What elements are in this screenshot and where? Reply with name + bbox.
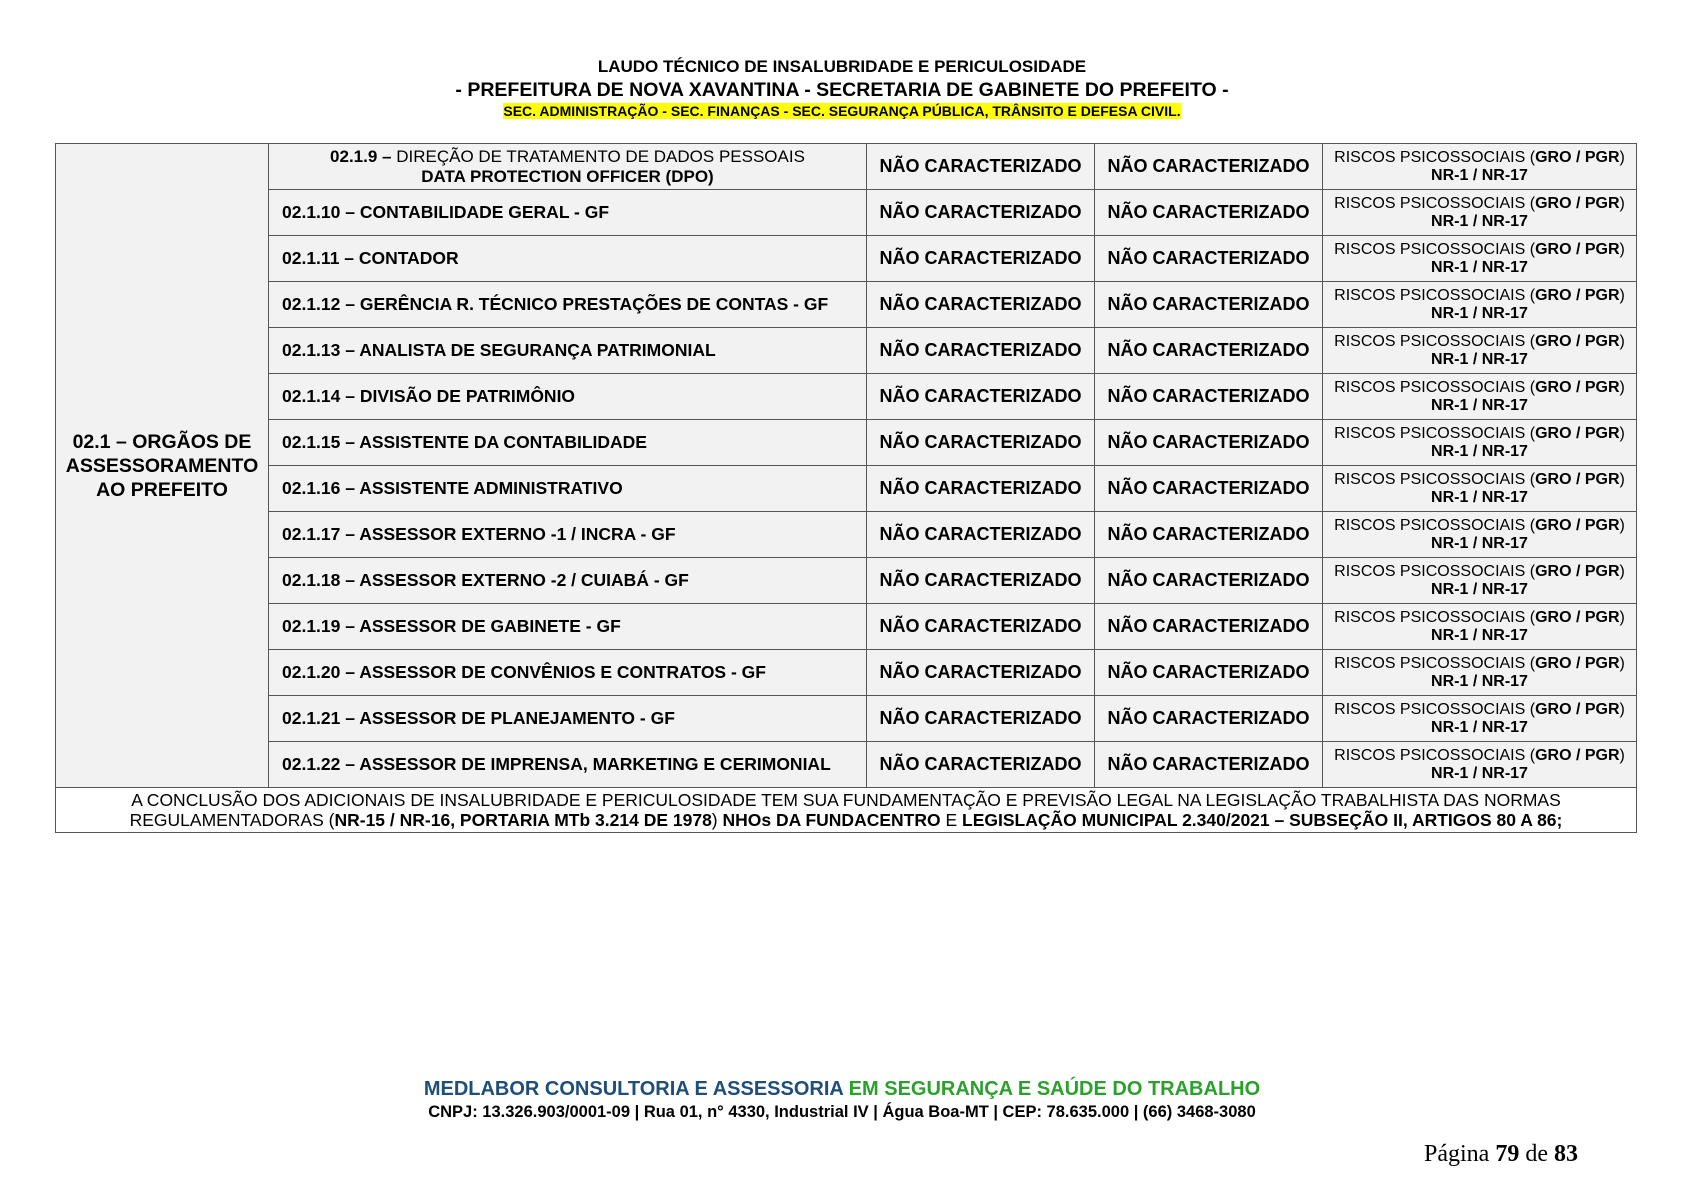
risk-prefix: RISCOS PSICOSSOCIAIS ( (1334, 286, 1536, 304)
risk-program: GRO / PGR (1535, 240, 1620, 258)
risk-norms: NR-1 / NR-17 (1431, 672, 1528, 690)
report-title: LAUDO TÉCNICO DE INSALUBRIDADE E PERICULOSIDADE (597, 57, 1087, 76)
risk-program: GRO / PGR (1535, 194, 1620, 212)
risk-prefix: RISCOS PSICOSSOCIAIS ( (1334, 700, 1536, 718)
insalubridade-cell: NÃO CARACTERIZADO (867, 466, 1095, 512)
risk-suffix: ) (1619, 608, 1625, 626)
risk-norms: NR-1 / NR-17 (1431, 350, 1528, 368)
risk-program: GRO / PGR (1535, 516, 1620, 534)
risk-suffix: ) (1619, 516, 1625, 534)
risk-cell (1323, 742, 1637, 788)
organ-group-cell: 02.1 – ORGÃOS DE ASSESSORAMENTO AO PREFEITO (56, 144, 269, 788)
risk-norms: NR-1 / NR-17 (1431, 764, 1528, 782)
risk-program: GRO / PGR (1535, 286, 1620, 304)
risk-cell (1323, 328, 1637, 374)
function-cell: 02.1.22 – ASSESSOR DE IMPRENSA, MARKETING E CERIMONIAL (269, 742, 867, 788)
risk-cell (1323, 512, 1637, 558)
risk-suffix: ) (1619, 378, 1625, 396)
risk-norms: NR-1 / NR-17 (1431, 258, 1528, 276)
function-cell: 02.1.14 – DIVISÃO DE PATRIMÔNIO (269, 374, 867, 420)
risk-norms: NR-1 / NR-17 (1431, 718, 1528, 736)
company-name (0, 1077, 1684, 1101)
insalubridade-cell: NÃO CARACTERIZADO (867, 374, 1095, 420)
risk-suffix: ) (1619, 240, 1625, 258)
periculosidade-cell: NÃO CARACTERIZADO (1095, 742, 1323, 788)
risk-norms: NR-1 / NR-17 (1431, 166, 1528, 184)
risk-suffix: ) (1619, 746, 1625, 764)
page-label: Página (1424, 1141, 1496, 1167)
table-row (56, 466, 1637, 512)
function-cell: 02.1.13 – ANALISTA DE SEGURANÇA PATRIMONIAL (269, 328, 867, 374)
function-name: DIREÇÃO DE TRATAMENTO DE DADOS PESSOAIS (391, 146, 805, 166)
table-row (56, 650, 1637, 696)
risk-suffix: ) (1619, 424, 1625, 442)
risk-cell (1323, 650, 1637, 696)
table-row (56, 374, 1637, 420)
insalubridade-cell: NÃO CARACTERIZADO (867, 328, 1095, 374)
table-row (56, 512, 1637, 558)
risk-program: GRO / PGR (1535, 746, 1620, 764)
risk-suffix: ) (1619, 562, 1625, 580)
risk-program: GRO / PGR (1535, 424, 1620, 442)
risk-program: GRO / PGR (1535, 654, 1620, 672)
periculosidade-cell: NÃO CARACTERIZADO (1095, 328, 1323, 374)
insalubridade-cell: NÃO CARACTERIZADO (867, 696, 1095, 742)
function-cell: 02.1.11 – CONTADOR (269, 236, 867, 282)
function-cell: 02.1.12 – GERÊNCIA R. TÉCNICO PRESTAÇÕES DE CONTAS - GF (269, 282, 867, 328)
risk-cell (1323, 604, 1637, 650)
conclusion-row (56, 788, 1637, 833)
risk-cell (1323, 144, 1637, 190)
function-cell (269, 144, 867, 190)
risk-norms: NR-1 / NR-17 (1431, 396, 1528, 414)
risk-norms: NR-1 / NR-17 (1431, 580, 1528, 598)
function-code: 02.1.9 – (330, 146, 392, 166)
risk-prefix: RISCOS PSICOSSOCIAIS ( (1334, 562, 1536, 580)
risk-prefix: RISCOS PSICOSSOCIAIS ( (1334, 516, 1536, 534)
function-cell: 02.1.18 – ASSESSOR EXTERNO -2 / CUIABÁ - GF (269, 558, 867, 604)
table-row (56, 282, 1637, 328)
periculosidade-cell: NÃO CARACTERIZADO (1095, 466, 1323, 512)
conclusion-nho: NHOs DA FUNDACENTRO (722, 810, 941, 830)
company-name-green: EM SEGURANÇA E SAÚDE DO TRABALHO (843, 1078, 1261, 1100)
risk-cell (1323, 190, 1637, 236)
periculosidade-cell: NÃO CARACTERIZADO (1095, 282, 1323, 328)
risk-prefix: RISCOS PSICOSSOCIAIS ( (1334, 424, 1536, 442)
insalubridade-cell: NÃO CARACTERIZADO (867, 604, 1095, 650)
company-name-blue: MEDLABOR CONSULTORIA E ASSESSORIA (423, 1078, 844, 1100)
risk-norms: NR-1 / NR-17 (1431, 442, 1528, 460)
risk-program: GRO / PGR (1535, 608, 1620, 626)
risk-norms: NR-1 / NR-17 (1431, 626, 1528, 644)
risk-program: GRO / PGR (1535, 470, 1620, 488)
table-row (56, 696, 1637, 742)
risk-suffix: ) (1619, 654, 1625, 672)
page-number (1424, 1141, 1578, 1168)
page-total: 83 (1554, 1141, 1578, 1167)
risk-prefix: RISCOS PSICOSSOCIAIS ( (1334, 194, 1536, 212)
periculosidade-cell: NÃO CARACTERIZADO (1095, 374, 1323, 420)
risk-norms: NR-1 / NR-17 (1431, 212, 1528, 230)
table-row (56, 742, 1637, 788)
periculosidade-cell: NÃO CARACTERIZADO (1095, 144, 1323, 190)
function-cell: 02.1.16 – ASSISTENTE ADMINISTRATIVO (269, 466, 867, 512)
periculosidade-cell: NÃO CARACTERIZADO (1095, 512, 1323, 558)
risk-program: GRO / PGR (1535, 562, 1620, 580)
periculosidade-cell: NÃO CARACTERIZADO (1095, 696, 1323, 742)
function-cell: 02.1.21 – ASSESSOR DE PLANEJAMENTO - GF (269, 696, 867, 742)
table-row (56, 144, 1637, 190)
risk-program: GRO / PGR (1535, 332, 1620, 350)
secretariats-line (0, 102, 1684, 120)
risk-prefix: RISCOS PSICOSSOCIAIS ( (1334, 378, 1536, 396)
document-header (0, 56, 1684, 120)
conclusion-legislation: LEGISLAÇÃO MUNICIPAL 2.340/2021 – SUBSEÇÃO II, ARTIGOS 80 A 86; (962, 810, 1563, 830)
table-row (56, 558, 1637, 604)
insalubridade-cell: NÃO CARACTERIZADO (867, 236, 1095, 282)
insalubridade-cell: NÃO CARACTERIZADO (867, 190, 1095, 236)
conclusion-norms: NR-15 / NR-16, PORTARIA MTb 3.214 DE 1978 (334, 810, 712, 830)
risk-program: GRO / PGR (1535, 148, 1620, 166)
risk-cell (1323, 236, 1637, 282)
table-row (56, 604, 1637, 650)
risk-cell (1323, 282, 1637, 328)
risk-prefix: RISCOS PSICOSSOCIAIS ( (1334, 608, 1536, 626)
function-cell: 02.1.15 – ASSISTENTE DA CONTABILIDADE (269, 420, 867, 466)
risk-suffix: ) (1619, 286, 1625, 304)
risk-cell (1323, 420, 1637, 466)
report-subtitle: - PREFEITURA DE NOVA XAVANTINA - SECRETARIA DE GABINETE DO PREFEITO - (455, 79, 1229, 101)
periculosidade-cell: NÃO CARACTERIZADO (1095, 650, 1323, 696)
function-cell: 02.1.10 – CONTABILIDADE GERAL - GF (269, 190, 867, 236)
periculosidade-cell: NÃO CARACTERIZADO (1095, 190, 1323, 236)
periculosidade-cell: NÃO CARACTERIZADO (1095, 604, 1323, 650)
insalubridade-cell: NÃO CARACTERIZADO (867, 282, 1095, 328)
risk-program: GRO / PGR (1535, 700, 1620, 718)
risk-prefix: RISCOS PSICOSSOCIAIS ( (1334, 240, 1536, 258)
function-subtitle: DATA PROTECTION OFFICER (DPO) (421, 166, 714, 186)
conclusion-text-3: E (940, 810, 963, 830)
insalubridade-cell: NÃO CARACTERIZADO (867, 742, 1095, 788)
risk-suffix: ) (1619, 470, 1625, 488)
risk-prefix: RISCOS PSICOSSOCIAIS ( (1334, 654, 1536, 672)
assessment-table (55, 143, 1637, 833)
risk-cell (1323, 558, 1637, 604)
document-footer (0, 1077, 1684, 1123)
function-cell: 02.1.19 – ASSESSOR DE GABINETE - GF (269, 604, 867, 650)
insalubridade-cell: NÃO CARACTERIZADO (867, 512, 1095, 558)
insalubridade-cell: NÃO CARACTERIZADO (867, 650, 1095, 696)
company-address: CNPJ: 13.326.903/0001-09 | Rua 01, n° 4330, Industrial IV | Água Boa-MT | CEP: 78.635.000 | (66) 3468-3080 (428, 1103, 1256, 1121)
risk-prefix: RISCOS PSICOSSOCIAIS ( (1334, 332, 1536, 350)
function-cell: 02.1.17 – ASSESSOR EXTERNO -1 / INCRA - GF (269, 512, 867, 558)
insalubridade-cell: NÃO CARACTERIZADO (867, 144, 1095, 190)
risk-norms: NR-1 / NR-17 (1431, 534, 1528, 552)
risk-cell (1323, 466, 1637, 512)
risk-suffix: ) (1619, 194, 1625, 212)
risk-prefix: RISCOS PSICOSSOCIAIS ( (1334, 470, 1536, 488)
table-row (56, 328, 1637, 374)
table-row (56, 190, 1637, 236)
conclusion-text-2: ) (711, 810, 723, 830)
insalubridade-cell: NÃO CARACTERIZADO (867, 558, 1095, 604)
risk-norms: NR-1 / NR-17 (1431, 488, 1528, 506)
risk-norms: NR-1 / NR-17 (1431, 304, 1528, 322)
page-current: 79 (1495, 1141, 1520, 1167)
risk-prefix: RISCOS PSICOSSOCIAIS ( (1334, 746, 1536, 764)
risk-cell (1323, 374, 1637, 420)
periculosidade-cell: NÃO CARACTERIZADO (1095, 420, 1323, 466)
conclusion-cell (56, 788, 1637, 833)
periculosidade-cell: NÃO CARACTERIZADO (1095, 236, 1323, 282)
risk-suffix: ) (1619, 332, 1625, 350)
page-of: de (1519, 1141, 1554, 1167)
highlighted-secretariats: SEC. ADMINISTRAÇÃO - SEC. FINANÇAS - SEC. SEGURANÇA PÚBLICA, TRÂNSITO E DEFESA CIVIL. (503, 103, 1181, 119)
table-row (56, 236, 1637, 282)
periculosidade-cell: NÃO CARACTERIZADO (1095, 558, 1323, 604)
risk-prefix: RISCOS PSICOSSOCIAIS ( (1334, 148, 1536, 166)
conclusion-text-1: A CONCLUSÃO DOS ADICIONAIS DE INSALUBRIDADE E PERICULOSIDADE TEM SUA FUNDAMENTAÇÃO E PREVISÃO LEGAL NA LEGISLAÇÃO TRABALHISTA DAS NORMAS REGULAMENTADORAS ( (129, 790, 1561, 830)
insalubridade-cell: NÃO CARACTERIZADO (867, 420, 1095, 466)
table-row (56, 420, 1637, 466)
risk-suffix: ) (1619, 148, 1625, 166)
function-cell: 02.1.20 – ASSESSOR DE CONVÊNIOS E CONTRATOS - GF (269, 650, 867, 696)
risk-suffix: ) (1619, 700, 1625, 718)
risk-cell (1323, 696, 1637, 742)
risk-program: GRO / PGR (1535, 378, 1620, 396)
